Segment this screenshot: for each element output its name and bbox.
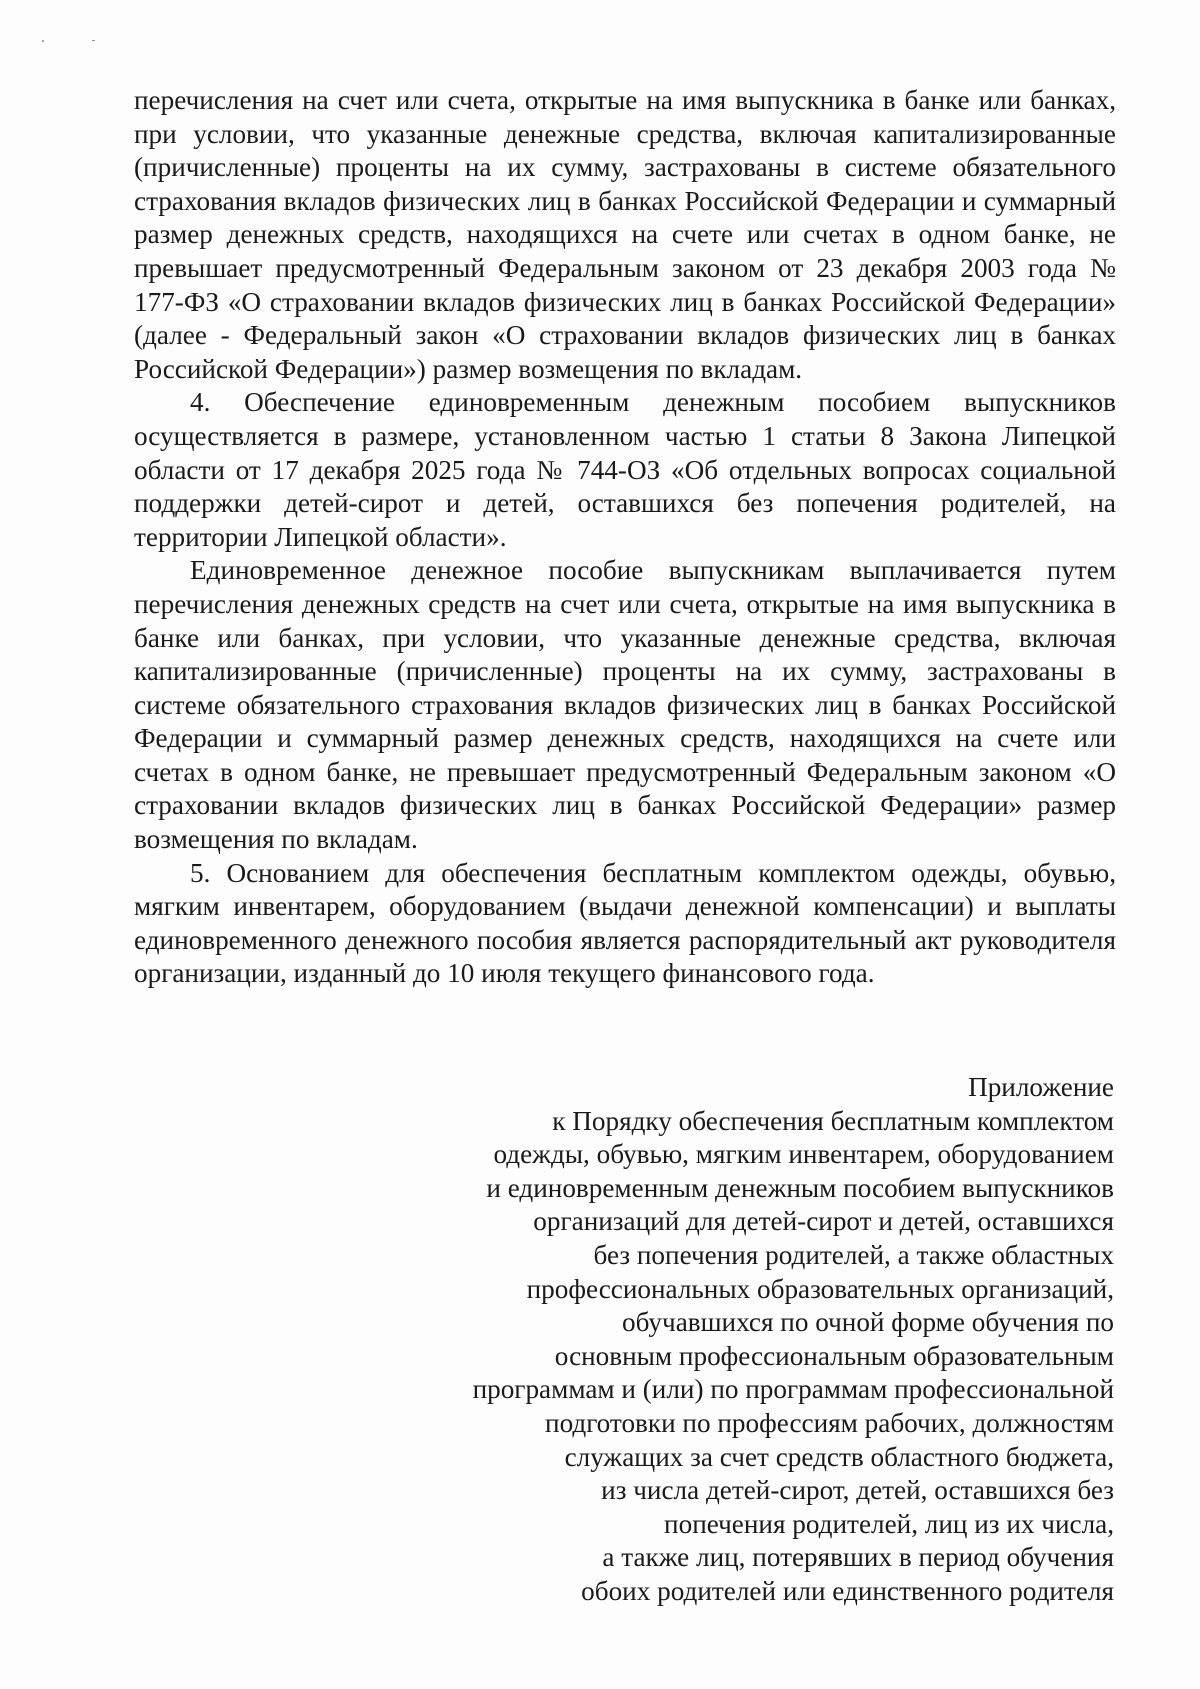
appendix-line: без попечения родителей, а также областных <box>593 1239 1114 1270</box>
appendix-line: и единовременным денежным пособием выпускников <box>486 1172 1114 1203</box>
appendix-title: Приложение <box>968 1072 1114 1102</box>
scan-speck <box>42 40 44 42</box>
appendix-line: основным профессиональным образовательным <box>554 1340 1114 1371</box>
appendix-line: обоих родителей или единственного родителя <box>581 1575 1114 1606</box>
appendix-line: служащих за счет средств областного бюджета, <box>564 1441 1114 1472</box>
body-text <box>134 84 1116 991</box>
paragraph-item-5: 5. Основанием для обеспечения бесплатным комплектом одежды, обувью, мягким инвентарем, оборудованием (выдачи денежной компенсации) и выплаты единовременного денежного пособия является распорядительный акт руководителя организации, изданный до 10 июля текущего финансового года. <box>134 857 1116 989</box>
appendix-line: из числа детей-сирот, детей, оставшихся без <box>601 1475 1114 1506</box>
appendix-line: программам и (или) по программам профессиональной <box>472 1374 1114 1405</box>
appendix-heading <box>414 1071 1114 1609</box>
appendix-line: к Порядку обеспечения бесплатным комплектом <box>552 1105 1114 1136</box>
paragraph-item-4: 4. Обеспечение единовременным денежным пособием выпускников осуществляется в размере, установленном частью 1 статьи 8 Закона Липецкой области от 17 декабря 2025 года № 744-ОЗ «Об отдельных вопросах социальной поддержки детей-сирот и детей, оставшихся без попечения родителей, на территории Липецкой области». <box>134 387 1116 552</box>
appendix-line: профессиональных образовательных организаций, <box>526 1273 1114 1304</box>
appendix-line: подготовки по профессиям рабочих, должностям <box>545 1407 1114 1438</box>
paragraph-continuation: перечисления на счет или счета, открытые на имя выпускника в банке или банках, при условии, что указанные денежные средства, включая капитализированные (причисленные) проценты на их сумму, застрахованы в системе обязательного страхования вкладов физических лиц в банках Российской Федерации и суммарный размер денежных средств, находящихся на счете или счетах в одном банке, не превышает предусмотренный Федеральным законом от 23 декабря 2003 года № 177-ФЗ «О страховании вкладов физических лиц в банках Российской Федерации» (далее - Федеральный закон «О страховании вкладов физических лиц в банках Российской Федерации») размер возмещения по вкладам. <box>134 85 1116 384</box>
scan-speck <box>92 40 95 41</box>
appendix-line: обучавшихся по очной форме обучения по <box>622 1307 1114 1338</box>
paragraph-lump-sum-payment: Единовременное денежное пособие выпускникам выплачивается путем перечисления денежных средств на счет или счета, открытые на имя выпускника в банке или банках, при условии, что указанные денежные средства, включая капитализированные (причисленные) проценты на их сумму, застрахованы в системе обязательного страхования вкладов физических лиц в банках Российской Федерации и суммарный размер денежных средств, находящихся на счете или счетах в одном банке, не превышает предусмотренный Федеральным законом «О страховании вкладов физических лиц в банках Российской Федерации» размер возмещения по вкладам. <box>134 555 1116 855</box>
appendix-line: попечения родителей, лиц из их числа, <box>664 1508 1114 1539</box>
appendix-line: одежды, обувью, мягким инвентарем, оборудованием <box>493 1139 1114 1170</box>
appendix-line: организаций для детей-сирот и детей, оставшихся <box>533 1206 1114 1237</box>
appendix-line: а также лиц, потерявших в период обучения <box>602 1542 1114 1573</box>
